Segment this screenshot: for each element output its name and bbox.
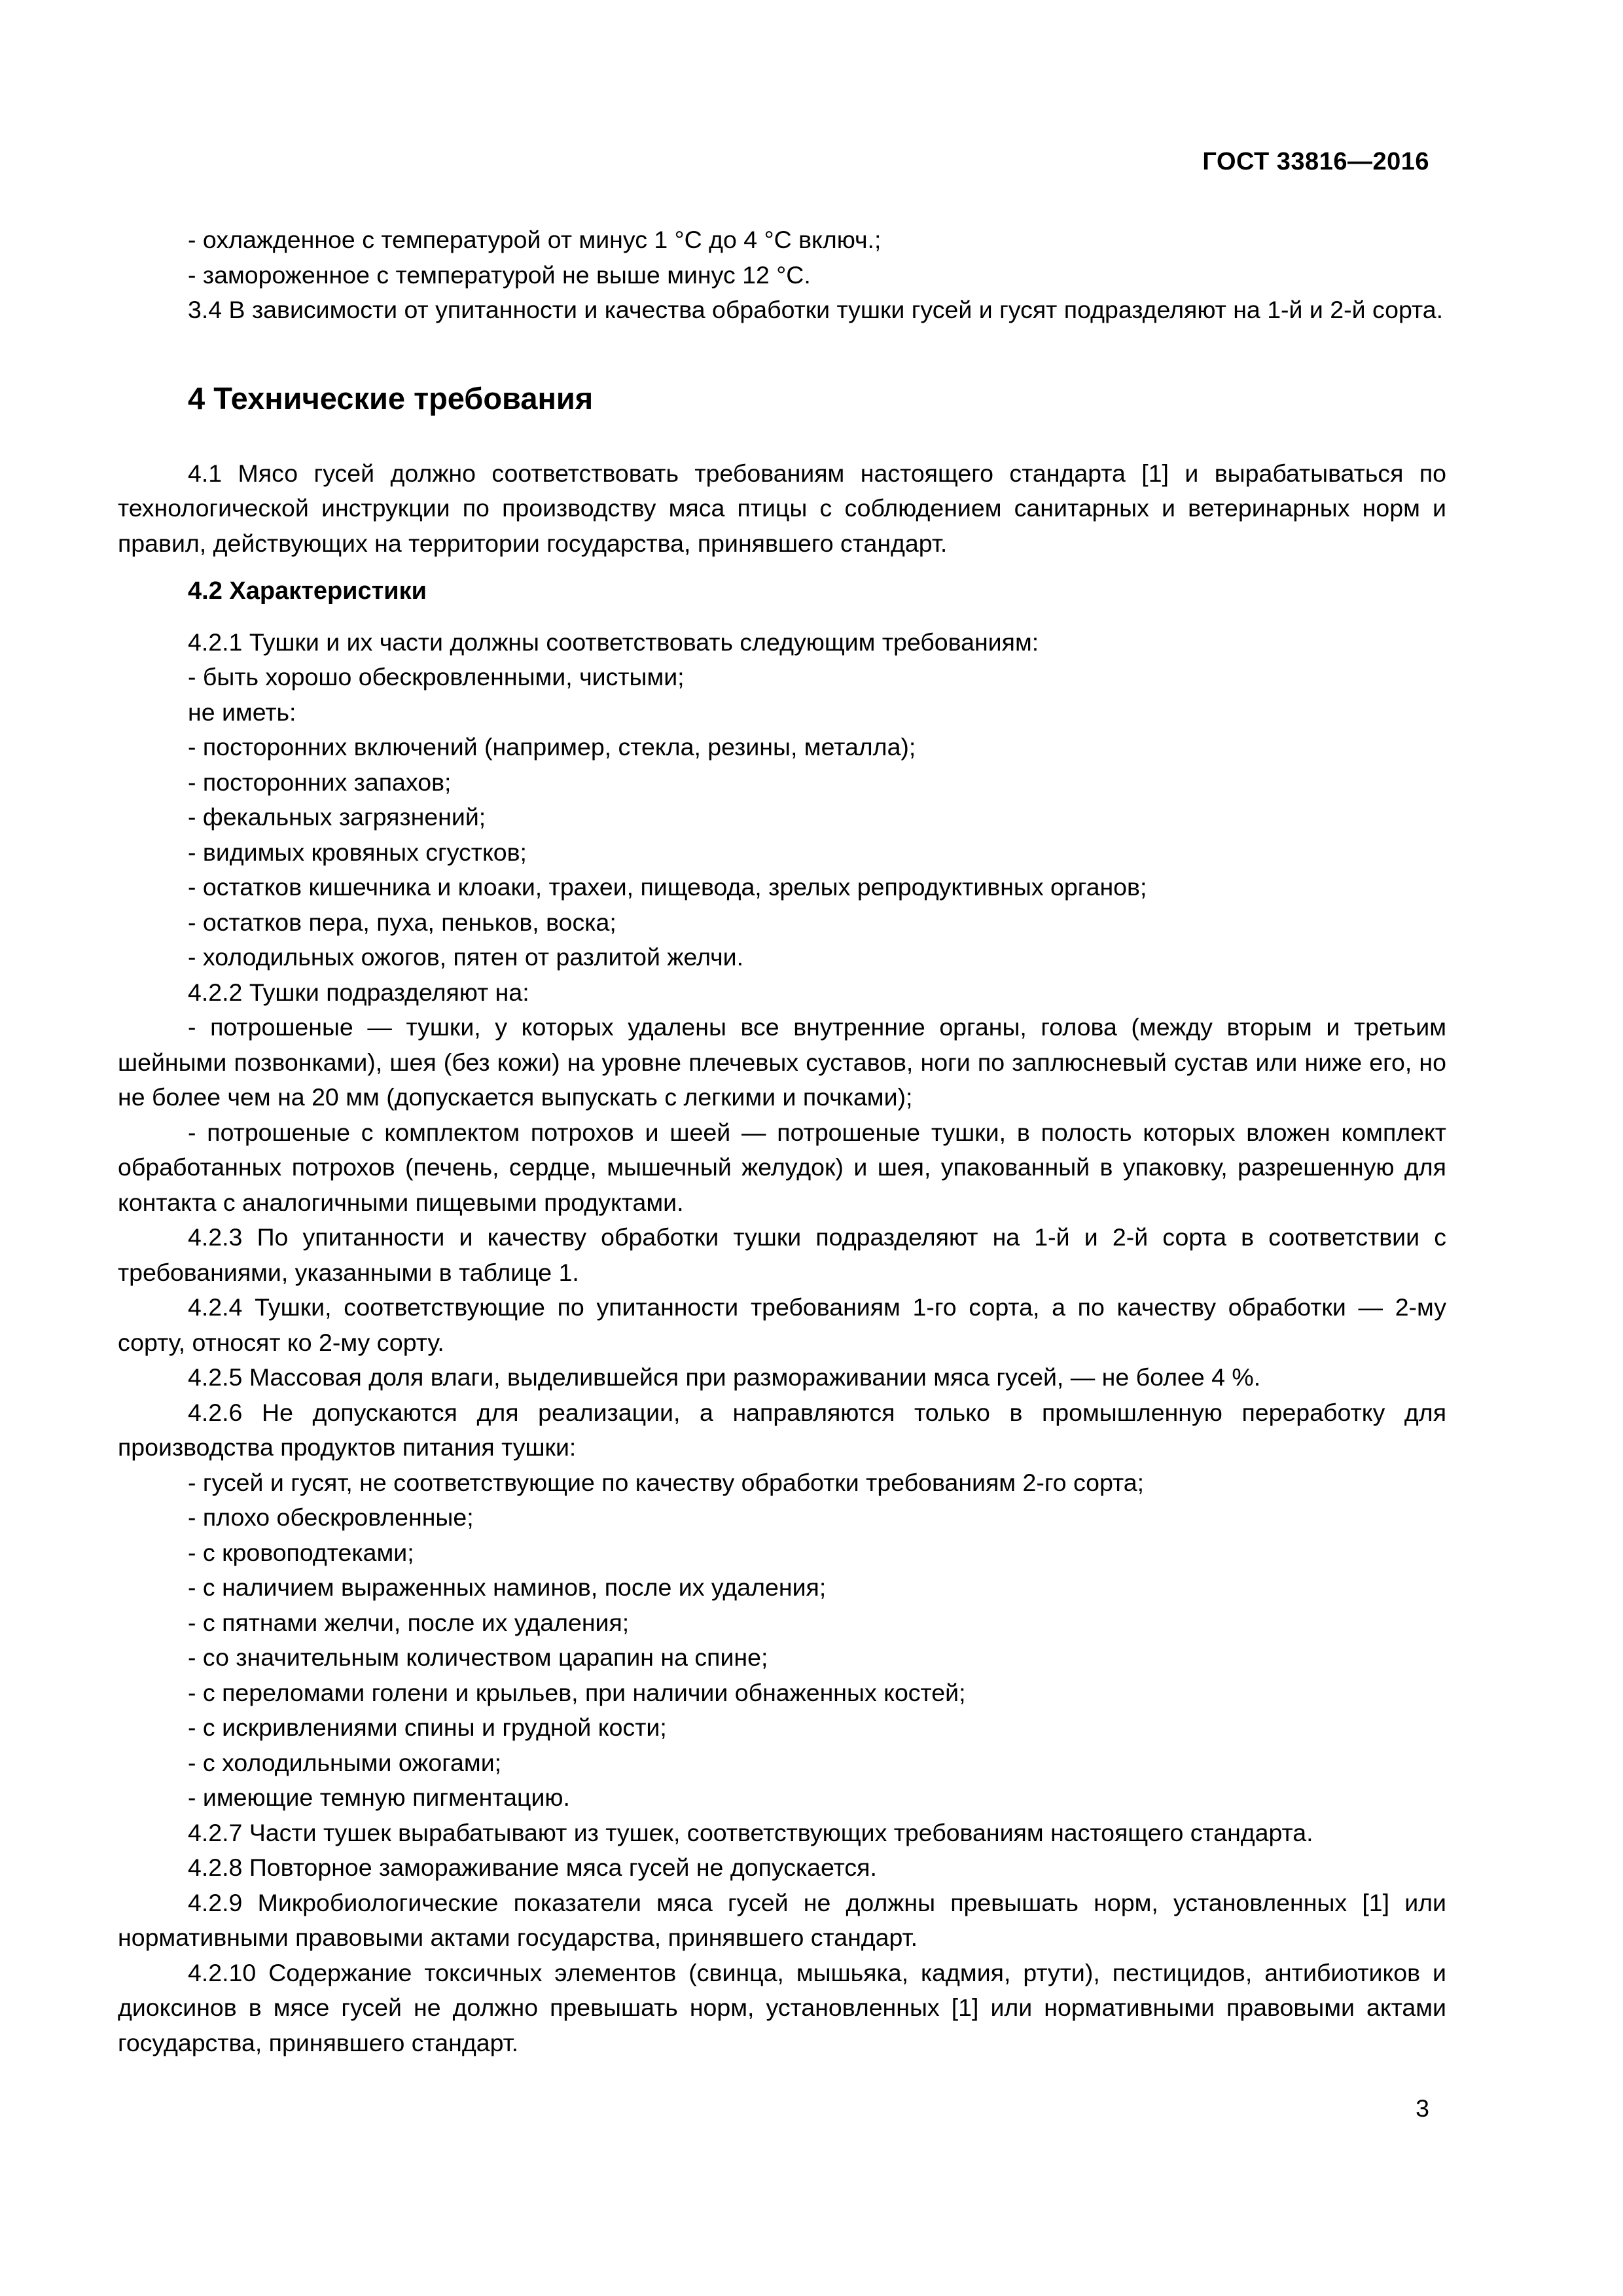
- paragraph: 4.2.1 Тушки и их части должны соответствовать следующим требованиям:: [188, 628, 1039, 656]
- list-item: - с холодильными ожогами;: [188, 1748, 502, 1776]
- list-item: - остатков кишечника и клоаки, трахеи, пищевода, зрелых репродуктивных органов;: [188, 873, 1147, 901]
- list-item: - быть хорошо обескровленными, чистыми;: [188, 663, 685, 691]
- list-item: - с переломами голени и крыльев, при наличии обнаженных костей;: [188, 1678, 966, 1706]
- list-item: - с искривлениями спины и грудной кости;: [188, 1713, 667, 1741]
- paragraph: - потрошеные с комплектом потрохов и шеей — потрошеные тушки, в полость которых вложен комплект обработанных потрохов (печень, сердце, мышечный желудок) и шея, упакованный в упаковку, разрешенную для контакта с аналогичными пищевыми продуктами.: [118, 1118, 1446, 1216]
- list-item: - со значительным количеством царапин на спине;: [188, 1643, 768, 1671]
- paragraph: 4.2.6 Не допускаются для реализации, а направляются только в промышленную переработку для производства продуктов питания тушки:: [118, 1398, 1446, 1461]
- paragraph: 4.2.2 Тушки подразделяют на:: [188, 978, 529, 1006]
- document-code: ГОСТ 33816—2016: [1202, 148, 1429, 175]
- list-item: - с пятнами желчи, после их удаления;: [188, 1608, 630, 1636]
- paragraph: 4.2.9 Микробиологические показатели мяса гусей не должны превышать норм, установленных [1] или нормативными правовыми актами государства, принявшего стандарт.: [118, 1888, 1446, 1951]
- document-body: [118, 223, 1446, 2060]
- paragraph: 4.2.3 По упитанности и качеству обработки тушки подразделяют на 1-й и 2-й сорта в соответствии с требованиями, указанными в таблице 1.: [118, 1223, 1446, 1286]
- list-item: - замороженное с температурой не выше минус 12 °С.: [188, 260, 811, 289]
- paragraph: 4.1 Мясо гусей должно соответствовать требованиям настоящего стандарта [1] и вырабатываться по технологической инструкции по производству мяса птицы с соблюдением санитарных и ветеринарных норм и правил, действующих на территории государства, принявшего стандарт.: [118, 459, 1446, 557]
- list-item: - охлажденное с температурой от минус 1 °С до 4 °С включ.;: [188, 226, 882, 253]
- paragraph: 4.2.7 Части тушек вырабатывают из тушек, соответствующих требованиям настоящего стандарта.: [188, 1818, 1313, 1846]
- paragraph: 4.2.10 Содержание токсичных элементов (свинца, мышьяка, кадмия, ртути), пестицидов, антибиотиков и диоксинов в мясе гусей не должно превышать норм, установленных [1] или нормативными правовыми актами государства, принявшего стандарт.: [118, 1958, 1446, 2056]
- paragraph: - потрошеные — тушки, у которых удалены все внутренние органы, голова (между вторым и третьим шейными позвонками), шея (без кожи) на уровне плечевых суставов, ноги по заплюсневый сустав или ниже его, но не более чем на 20 мм (допускается выпускать с легкими и почками);: [118, 1013, 1446, 1111]
- list-item: - с наличием выраженных наминов, после их удаления;: [188, 1573, 827, 1601]
- page-number: 3: [1416, 2094, 1429, 2122]
- paragraph: 4.2.4 Тушки, соответствующие по упитанности требованиям 1-го сорта, а по качеству обработки — 2-му сорту, относят ко 2-му сорту.: [118, 1293, 1446, 1356]
- paragraph: 4.2.5 Массовая доля влаги, выделившейся при размораживании мяса гусей, — не более 4 %.: [188, 1363, 1261, 1391]
- list-item: - фекальных загрязнений;: [188, 803, 486, 831]
- list-item: - посторонних запахов;: [188, 768, 452, 796]
- list-item: - с кровоподтеками;: [188, 1538, 414, 1566]
- list-item: не иметь:: [188, 698, 296, 726]
- list-item: - плохо обескровленные;: [188, 1503, 474, 1531]
- list-item: - остатков пера, пуха, пеньков, воска;: [188, 908, 616, 936]
- paragraph: 4.2.8 Повторное замораживание мяса гусей не допускается.: [188, 1854, 877, 1881]
- list-item: - холодильных ожогов, пятен от разлитой желчи.: [188, 943, 744, 971]
- list-item: - имеющие темную пигментацию.: [188, 1784, 570, 1811]
- list-item: - посторонних включений (например, стекла, резины, металла);: [188, 733, 916, 761]
- list-item: - видимых кровяных сгустков;: [188, 838, 527, 866]
- paragraph: 3.4 В зависимости от упитанности и качества обработки тушки гусей и гусят подразделяют на 1-й и 2-й сорта.: [188, 296, 1444, 323]
- subsection-heading: 4.2 Характеристики: [188, 577, 427, 605]
- section-heading: 4 Технические требования: [188, 380, 594, 416]
- list-item: - гусей и гусят, не соответствующие по качеству обработки требованиям 2-го сорта;: [188, 1468, 1145, 1496]
- document-text-blocks: [118, 223, 1446, 2060]
